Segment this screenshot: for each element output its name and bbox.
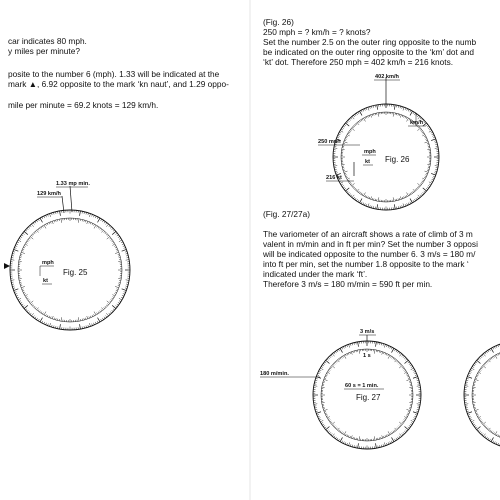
fig27-heading: (Fig. 27/27a) bbox=[263, 209, 311, 219]
mark-mph: mph bbox=[42, 260, 54, 266]
text-line: into ft per min, set the number 1.8 opposite to the mark ‘ bbox=[263, 259, 469, 269]
label-250-mph: 250 mph bbox=[318, 139, 341, 145]
label-kmh: 129 km/h bbox=[37, 191, 61, 197]
circular-scale bbox=[464, 341, 500, 449]
text-line: The variometer of an aircraft shows a rate of climb of 3 m bbox=[263, 229, 473, 239]
text-line: valent in m/min and in ft per min? Set the number 3 opposi bbox=[263, 239, 478, 249]
text-line: (Fig. 26) bbox=[263, 17, 294, 27]
mark-kmh: km/h bbox=[410, 120, 424, 126]
label-mp-min: 1.33 mp min. bbox=[56, 181, 90, 187]
text-line: mile per minute = 69.2 knots = 129 km/h. bbox=[8, 100, 159, 110]
fig26-caption: Fig. 26 bbox=[385, 155, 410, 164]
text-line: mark ▲, 6.92 opposite to the mark ‘kn naut’, and 1.29 oppo- bbox=[8, 79, 229, 89]
text-line: Therefore 3 m/s = 180 m/min = 590 ft per min. bbox=[263, 279, 433, 289]
text-line: will be indicated opposite to the number 6. 3 m/s = 180 m/ bbox=[263, 249, 476, 259]
text-line: indicated under the mark ‘ft’. bbox=[263, 269, 368, 279]
text-line: 250 mph = ? km/h = ? knots? bbox=[263, 27, 371, 37]
text-line: ‘kt’ dot. Therefore 250 mph = 402 km/h = 216 knots. bbox=[263, 57, 454, 67]
mark-kt: kt bbox=[365, 159, 370, 165]
label-60s: 60 s = 1 min. bbox=[345, 383, 379, 389]
fig25-caption: Fig. 25 bbox=[63, 268, 88, 277]
pointer-line bbox=[70, 186, 72, 212]
mark-mph: mph bbox=[364, 149, 376, 155]
text-line: y miles per minute? bbox=[8, 46, 80, 56]
triangle-mark-icon bbox=[4, 263, 10, 269]
text-line: car indicates 80 mph. bbox=[8, 36, 87, 46]
text-line: be indicated on the outer ring opposite to the ‘km’ dot and bbox=[263, 47, 474, 57]
mark-kt: kt bbox=[43, 278, 48, 284]
fig26-27-dials bbox=[250, 0, 500, 500]
label-3-ms: 3 m/s bbox=[360, 329, 375, 335]
label-180-mmin: 180 m/min. bbox=[260, 371, 289, 377]
text-line: posite to the number 6 (mph). 1.33 will be indicated at the bbox=[8, 69, 220, 79]
label-1s: 1 s bbox=[363, 353, 371, 359]
fig27-caption: Fig. 27 bbox=[356, 393, 381, 402]
label-402-kmh: 402 km/h bbox=[375, 74, 399, 80]
text-line: Set the number 2.5 on the outer ring opposite to the numb bbox=[263, 37, 477, 47]
right-page bbox=[250, 0, 500, 500]
label-216-kt: 216 kt bbox=[326, 175, 342, 181]
